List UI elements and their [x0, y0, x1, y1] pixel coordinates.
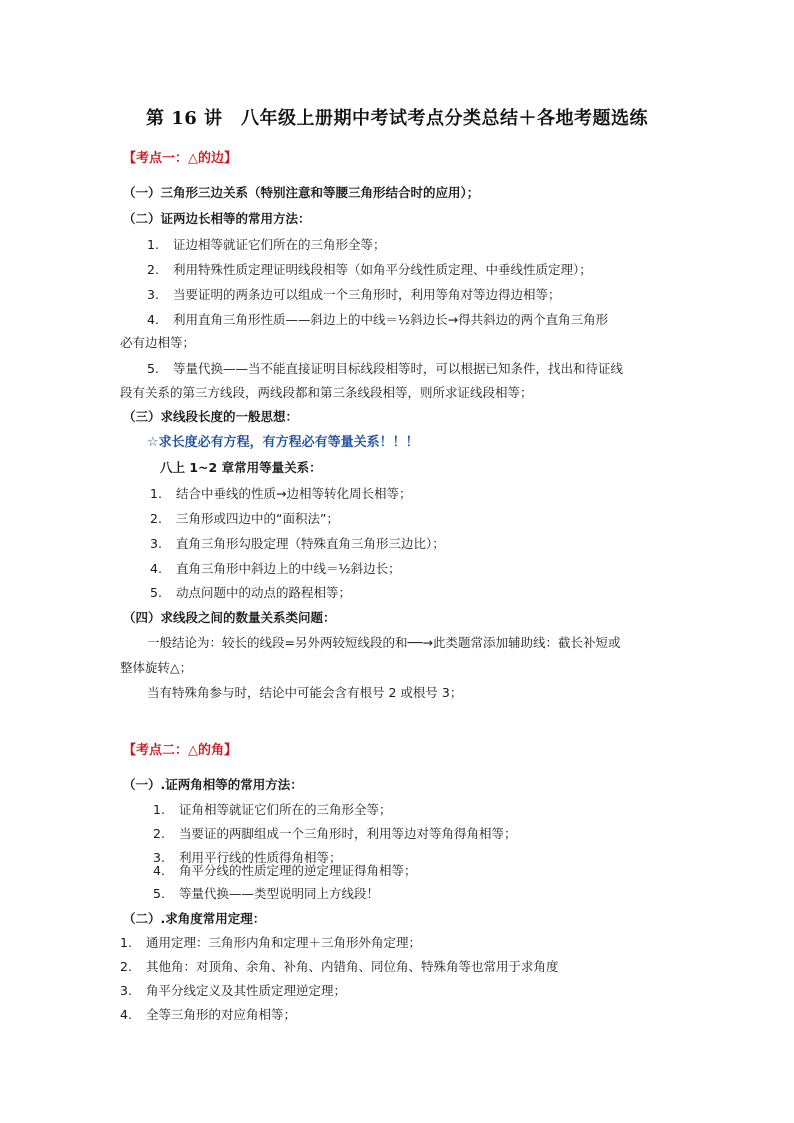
list-item: 1. 证边相等就证它们所在的三角形全等； [147, 237, 386, 252]
list-item-continuation: 必有边相等； [120, 335, 196, 350]
list-item: 4. 全等三角形的对应角相等； [120, 1007, 297, 1022]
list-item: 1. 通用定理：三角形内角和定理＋三角形外角定理； [120, 935, 422, 950]
list-item: 5. 等量代换——类型说明同上方线段！ [153, 886, 380, 901]
list-item: 3. 直角三角形勾股定理（特殊直角三角形三边比）； [150, 536, 445, 551]
list-item: 3. 利用平行线的性质得角相等； [153, 850, 342, 865]
heading-equal-sides-methods: （二）证两边长相等的常用方法： [123, 211, 311, 226]
section-heading-angles: 【考点二：△的角】 [123, 743, 237, 758]
list-item: 4. 直角三角形中斜边上的中线＝½斜边长； [150, 561, 401, 576]
heading-segment-length: （三）求线段长度的一般思想： [123, 409, 299, 424]
list-item: 2. 三角形或四边中的“面积法”； [150, 511, 339, 526]
list-item: 5. 等量代换——当不能直接证明目标线段相等时，可以根据已知条件，找出和待证线 [147, 361, 624, 376]
list-item: 2. 利用特殊性质定理证明线段相等（如角平分线性质定理、中垂线性质定理）； [147, 262, 592, 277]
section-heading-edges: 【考点一：△的边】 [123, 151, 237, 166]
subheading-equal-relations: 八上 1~2 章常用等量关系： [160, 460, 322, 475]
list-item: 1. 证角相等就证它们所在的三角形全等； [153, 802, 392, 817]
paragraph-text: 当有特殊角参与时，结论中可能会含有根号 2 或根号 3； [147, 685, 463, 700]
list-item: 1. 结合中垂线的性质→边相等转化周长相等； [150, 486, 412, 501]
list-item: 4. 利用直角三角形性质——斜边上的中线＝½斜边长→得共斜边的两个直角三角形 [147, 312, 609, 327]
list-item: 3. 角平分线定义及其性质定理逆定理； [120, 983, 347, 998]
list-item: 5. 动点问题中的动点的路程相等； [150, 585, 352, 600]
heading-triangle-sides: （一）三角形三边关系（特别注意和等腰三角形结合时的应用）； [123, 185, 480, 200]
list-item: 2. 当要证的两脚组成一个三角形时，利用等边对等角得角相等； [153, 826, 517, 841]
heading-segment-relations: （四）求线段之间的数量关系类问题： [123, 610, 336, 625]
list-item: 3. 当要证明的两条边可以组成一个三角形时，利用等角对等边得边相等； [147, 287, 561, 302]
heading-equal-angles-methods: （一）.证两角相等的常用方法： [123, 777, 303, 792]
heading-angle-theorems: （二）.求角度常用定理： [123, 911, 266, 926]
page-title: 第 16 讲 八年级上册期中考试考点分类总结＋各地考题选练 [145, 108, 649, 129]
list-item: 4. 角平分线的性质定理的逆定理证得角相等； [153, 863, 417, 878]
list-item-continuation: 段有关系的第三方线段，两线段都和第三条线段相等，则所求证线段相等； [120, 385, 533, 400]
paragraph-text: 整体旋转△； [120, 660, 193, 675]
list-item: 2. 其他角：对顶角、余角、补角、内错角、同位角、特殊角等也常用于求角度 [120, 959, 559, 974]
paragraph-text: 一般结论为：较长的线段=另外两较短线段的和──→此类题常添加辅助线：截长补短或 [147, 635, 621, 650]
highlight-note: ☆求长度必有方程，有方程必有等量关系！！！ [147, 435, 419, 450]
